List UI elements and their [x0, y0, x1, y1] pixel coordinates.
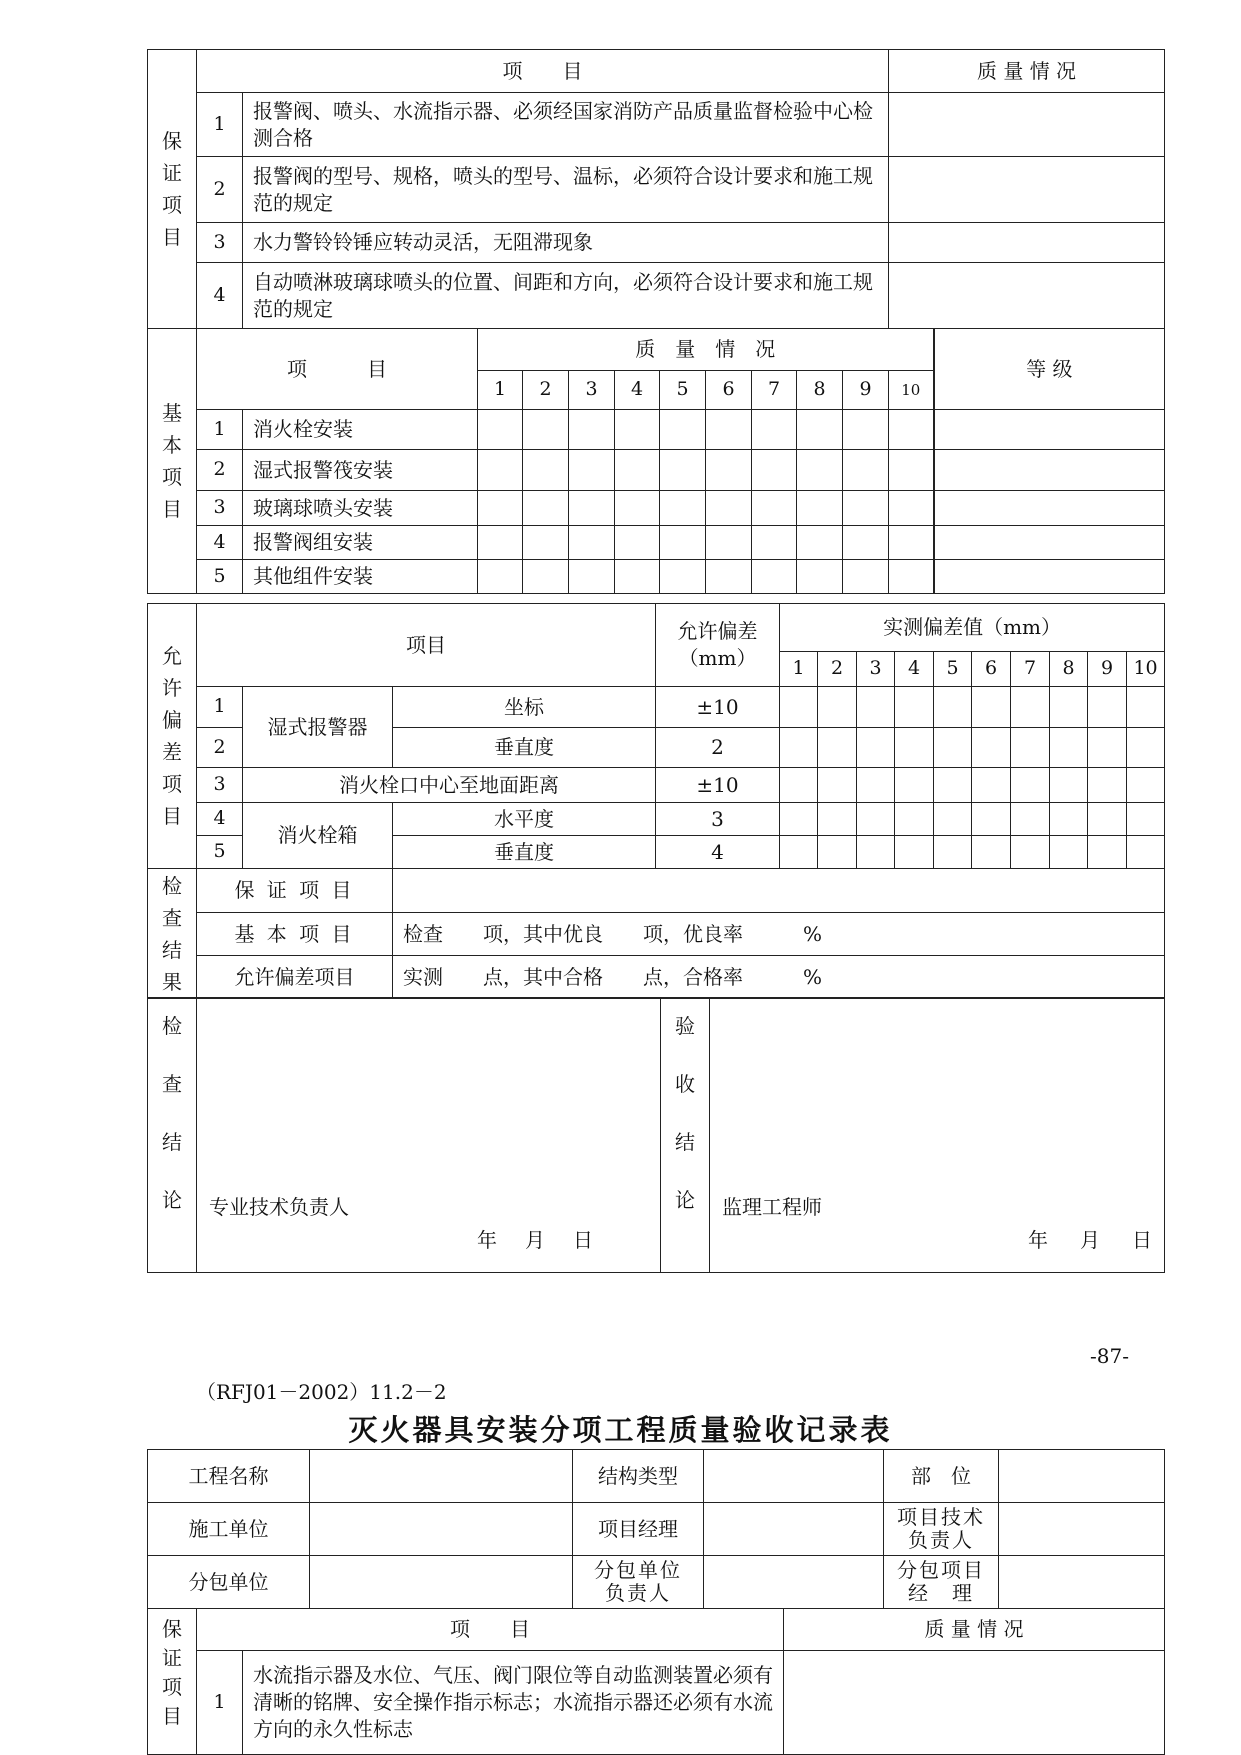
deviation-col-header: 7	[1011, 652, 1050, 687]
deviation-cell[interactable]	[780, 836, 818, 869]
basic-cell[interactable]	[615, 410, 660, 450]
guarantee-header-item: 项 目	[197, 50, 889, 93]
basic-row-text: 报警阀组安装	[243, 526, 478, 560]
deviation-group-label: 消火栓箱	[243, 803, 393, 869]
deviation-cell[interactable]	[818, 687, 857, 728]
deviation-cell[interactable]	[934, 687, 972, 728]
basic-cell[interactable]	[660, 410, 706, 450]
basic-cell[interactable]	[706, 526, 752, 560]
basic-cell[interactable]	[797, 450, 843, 491]
project-manager-label: 项目经理	[573, 1503, 704, 1556]
basic-row-no: 1	[197, 410, 243, 450]
deviation-col-header: 10	[1127, 652, 1165, 687]
contractor-field[interactable]	[310, 1503, 573, 1556]
basic-cell[interactable]	[569, 560, 615, 594]
guarantee2-header-item: 项 目	[197, 1609, 784, 1651]
deviation-row-sub: 垂直度	[393, 836, 656, 869]
sub-lead-label: 分包单位 负责人	[573, 1556, 704, 1609]
deviation-cell[interactable]	[1088, 836, 1127, 869]
guarantee2-header-quality: 质 量 情 况	[784, 1609, 1165, 1651]
deviation-row-sub: 垂直度	[393, 728, 656, 768]
basic-cell[interactable]	[889, 526, 934, 560]
page-number: -87-	[1090, 1344, 1129, 1368]
contractor-label: 施工单位	[148, 1503, 310, 1556]
deviation-row-allow: 3	[656, 803, 780, 836]
deviation-section-label: 允 许 偏 差 项 目	[148, 604, 197, 869]
deviation-col-header: 9	[1088, 652, 1127, 687]
deviation-cell[interactable]	[934, 728, 972, 768]
guarantee2-row-quality-cell[interactable]	[784, 1651, 1165, 1755]
sub-manager-label: 分包项目 经 理	[884, 1556, 999, 1609]
deviation-header-allow: 允许偏差 （mm）	[656, 604, 780, 687]
basic-cell[interactable]	[615, 491, 660, 526]
basic-col-header: 9	[843, 371, 889, 410]
basic-cell[interactable]	[523, 410, 569, 450]
structure-type-label: 结构类型	[573, 1450, 704, 1503]
basic-cell[interactable]	[478, 410, 523, 450]
deviation-cell[interactable]	[972, 728, 1011, 768]
deviation-row-allow: 4	[656, 836, 780, 869]
check-conclusion-area[interactable]	[197, 998, 661, 1273]
deviation-cell[interactable]	[857, 728, 895, 768]
guarantee-header-quality: 质 量 情 况	[889, 50, 1165, 93]
basic-grade-cell[interactable]	[934, 450, 1165, 491]
deviation-col-header: 8	[1050, 652, 1088, 687]
deviation-cell[interactable]	[857, 803, 895, 836]
result-section-label: 检 查 结 果	[148, 869, 197, 999]
basic-row-no: 3	[197, 491, 243, 526]
basic-cell[interactable]	[889, 450, 934, 491]
basic-cell[interactable]	[478, 491, 523, 526]
basic-col-header: 4	[615, 371, 660, 410]
project-name-field[interactable]	[310, 1450, 573, 1503]
check-date-label: 年 月 日	[477, 1228, 597, 1252]
guarantee-section-label: 保 证 项 目	[148, 50, 197, 329]
acceptance-conclusion-label: 验 收 结 论	[661, 998, 710, 1273]
result-table	[147, 868, 1165, 999]
guarantee-row-text: 报警阀、喷头、水流指示器、必须经国家消防产品质量监督检验中心检测合格	[243, 93, 889, 157]
check-conclusion-label: 检 查 结 论	[148, 998, 197, 1273]
result-row-label: 保 证 项 目	[197, 869, 393, 913]
basic-col-header: 10	[889, 371, 934, 410]
deviation-cell[interactable]	[1011, 687, 1050, 728]
deviation-cell[interactable]	[818, 768, 857, 803]
conclusion-table	[147, 997, 1165, 1273]
deviation-cell[interactable]	[934, 768, 972, 803]
sub-lead-field[interactable]	[704, 1556, 884, 1609]
deviation-cell[interactable]	[1011, 836, 1050, 869]
deviation-group-label: 湿式报警器	[243, 687, 393, 768]
deviation-cell[interactable]	[1127, 768, 1165, 803]
deviation-row-no: 4	[197, 803, 243, 836]
deviation-cell[interactable]	[1127, 687, 1165, 728]
basic-section-label: 基 本 项 目	[148, 329, 197, 594]
deviation-row-no: 3	[197, 768, 243, 803]
basic-col-header: 7	[752, 371, 797, 410]
tech-lead-field[interactable]	[999, 1503, 1165, 1556]
deviation-cell[interactable]	[1011, 728, 1050, 768]
deviation-cell[interactable]	[972, 803, 1011, 836]
deviation-cell[interactable]	[895, 687, 934, 728]
basic-cell[interactable]	[569, 526, 615, 560]
deviation-cell[interactable]	[1088, 687, 1127, 728]
deviation-col-header: 6	[972, 652, 1011, 687]
basic-cell[interactable]	[615, 450, 660, 491]
basic-cell[interactable]	[889, 560, 934, 594]
basic-header-item: 项 目	[197, 329, 478, 410]
basic-cell[interactable]	[660, 560, 706, 594]
basic-col-header: 1	[478, 371, 523, 410]
deviation-cell[interactable]	[972, 768, 1011, 803]
deviation-cell[interactable]	[895, 836, 934, 869]
basic-cell[interactable]	[478, 526, 523, 560]
basic-cell[interactable]	[706, 410, 752, 450]
basic-cell[interactable]	[660, 491, 706, 526]
supervisor-signer-label: 监理工程师	[722, 1195, 822, 1219]
basic-cell[interactable]	[843, 526, 889, 560]
guarantee-row-text: 自动喷淋玻璃球喷头的位置、间距和方向，必须符合设计要求和施工规范的规定	[243, 263, 889, 329]
basic-cell[interactable]	[797, 560, 843, 594]
basic-cell[interactable]	[752, 560, 797, 594]
basic-cell[interactable]	[843, 491, 889, 526]
basic-cell[interactable]	[569, 450, 615, 491]
deviation-col-header: 3	[857, 652, 895, 687]
deviation-cell[interactable]	[1050, 803, 1088, 836]
guarantee-row-quality-cell[interactable]	[889, 223, 1165, 263]
basic-cell[interactable]	[706, 450, 752, 491]
guarantee2-section-label: 保 证 项 目	[148, 1609, 197, 1755]
basic-grade-cell[interactable]	[934, 526, 1165, 560]
deviation-cell[interactable]	[780, 768, 818, 803]
basic-row-text: 消火栓安装	[243, 410, 478, 450]
deviation-cell[interactable]	[1050, 687, 1088, 728]
basic-col-header: 8	[797, 371, 843, 410]
basic-col-header: 2	[523, 371, 569, 410]
deviation-row-sub: 坐标	[393, 687, 656, 728]
sub-manager-field[interactable]	[999, 1556, 1165, 1609]
result-row-value[interactable]	[393, 869, 1165, 913]
deviation-cell[interactable]	[780, 687, 818, 728]
guarantee-row-no: 1	[197, 93, 243, 157]
basic-cell[interactable]	[615, 526, 660, 560]
deviation-cell[interactable]	[972, 836, 1011, 869]
deviation-cell[interactable]	[934, 836, 972, 869]
basic-row-text: 湿式报警筏安装	[243, 450, 478, 491]
check-signer-label: 专业技术负责人	[209, 1195, 349, 1219]
inspection-table-top	[147, 49, 1165, 594]
extinguisher-record-table	[147, 1449, 1165, 1609]
basic-cell[interactable]	[523, 526, 569, 560]
basic-cell[interactable]	[660, 526, 706, 560]
guarantee-row-quality-cell[interactable]	[889, 263, 1165, 329]
basic-cell[interactable]	[797, 491, 843, 526]
acceptance-conclusion-area[interactable]	[710, 998, 1165, 1273]
deviation-col-header: 1	[780, 652, 818, 687]
basic-cell[interactable]	[752, 410, 797, 450]
basic-cell[interactable]	[523, 491, 569, 526]
project-name-label: 工程名称	[148, 1450, 310, 1503]
basic-cell[interactable]	[706, 491, 752, 526]
guarantee-row-no: 3	[197, 223, 243, 263]
basic-cell[interactable]	[843, 410, 889, 450]
basic-cell[interactable]	[615, 560, 660, 594]
basic-cell[interactable]	[889, 491, 934, 526]
basic-grade-cell[interactable]	[934, 491, 1165, 526]
deviation-cell[interactable]	[780, 803, 818, 836]
extinguisher-guarantee-table	[147, 1608, 1165, 1755]
result-row-value[interactable]: 实测 点，其中合格 点，合格率 %	[393, 956, 1165, 999]
deviation-cell[interactable]	[934, 803, 972, 836]
basic-cell[interactable]	[797, 526, 843, 560]
deviation-cell[interactable]	[818, 803, 857, 836]
guarantee-row-text: 报警阀的型号、规格，喷头的型号、温标，必须符合设计要求和施工规范的规定	[243, 157, 889, 223]
basic-row-no: 5	[197, 560, 243, 594]
part-field[interactable]	[999, 1450, 1165, 1503]
basic-cell[interactable]	[706, 560, 752, 594]
part-label: 部 位	[884, 1450, 999, 1503]
guarantee-row-no: 2	[197, 157, 243, 223]
deviation-cell[interactable]	[1050, 836, 1088, 869]
deviation-cell[interactable]	[1011, 803, 1050, 836]
basic-col-header: 3	[569, 371, 615, 410]
basic-cell[interactable]	[478, 450, 523, 491]
deviation-header-item: 项目	[197, 604, 656, 687]
document-code: （RFJ01－2002）11.2－2	[196, 1380, 447, 1404]
basic-row-text: 玻璃球喷头安装	[243, 491, 478, 526]
deviation-row-allow: 2	[656, 728, 780, 768]
deviation-row-sub: 消火栓口中心至地面距离	[243, 768, 656, 803]
deviation-cell[interactable]	[857, 768, 895, 803]
basic-cell[interactable]	[752, 526, 797, 560]
deviation-cell[interactable]	[972, 687, 1011, 728]
basic-cell[interactable]	[752, 450, 797, 491]
deviation-row-allow: ±10	[656, 687, 780, 728]
guarantee-row-no: 4	[197, 263, 243, 329]
deviation-table	[147, 603, 1165, 869]
basic-header-quality: 质 量 情 况	[478, 329, 934, 371]
subcontractor-field[interactable]	[310, 1556, 573, 1609]
tech-lead-label: 项目技术 负责人	[884, 1503, 999, 1556]
guarantee2-row-no: 1	[197, 1651, 243, 1755]
result-row-label: 允许偏差项目	[197, 956, 393, 999]
deviation-cell[interactable]	[857, 836, 895, 869]
deviation-cell[interactable]	[895, 728, 934, 768]
deviation-cell[interactable]	[895, 803, 934, 836]
deviation-cell[interactable]	[1050, 768, 1088, 803]
deviation-row-no: 2	[197, 728, 243, 768]
deviation-cell[interactable]	[1127, 728, 1165, 768]
basic-cell[interactable]	[843, 450, 889, 491]
basic-row-text: 其他组件安装	[243, 560, 478, 594]
basic-row-no: 2	[197, 450, 243, 491]
basic-grade-cell[interactable]	[934, 410, 1165, 450]
deviation-cell[interactable]	[818, 836, 857, 869]
deviation-cell[interactable]	[895, 768, 934, 803]
basic-grade-cell[interactable]	[934, 560, 1165, 594]
form-title: 灭火器具安装分项工程质量验收记录表	[348, 1413, 893, 1447]
basic-col-header: 6	[706, 371, 752, 410]
deviation-cell[interactable]	[857, 687, 895, 728]
subcontractor-label: 分包单位	[148, 1556, 310, 1609]
basic-cell[interactable]	[569, 491, 615, 526]
structure-type-field[interactable]	[704, 1450, 884, 1503]
basic-cell[interactable]	[752, 491, 797, 526]
acceptance-date-label: 年 月 日	[1028, 1228, 1158, 1252]
basic-header-grade: 等 级	[934, 329, 1165, 410]
basic-cell[interactable]	[843, 560, 889, 594]
deviation-header-measured: 实测偏差值（mm）	[780, 604, 1165, 652]
guarantee-row-text: 水力警铃铃锤应转动灵活，无阻滞现象	[243, 223, 889, 263]
deviation-col-header: 4	[895, 652, 934, 687]
guarantee-row-quality-cell[interactable]	[889, 157, 1165, 223]
deviation-row-no: 1	[197, 687, 243, 728]
deviation-cell[interactable]	[1050, 728, 1088, 768]
basic-row-no: 4	[197, 526, 243, 560]
basic-cell[interactable]	[889, 410, 934, 450]
deviation-row-no: 5	[197, 836, 243, 869]
deviation-row-allow: ±10	[656, 768, 780, 803]
deviation-cell[interactable]	[1011, 768, 1050, 803]
basic-cell[interactable]	[569, 410, 615, 450]
basic-cell[interactable]	[660, 450, 706, 491]
deviation-cell[interactable]	[780, 728, 818, 768]
guarantee-row-quality-cell[interactable]	[889, 93, 1165, 157]
deviation-col-header: 2	[818, 652, 857, 687]
guarantee2-row-text: 水流指示器及水位、气压、阀门限位等自动监测装置必须有清晰的铭牌、安全操作指示标志；水流指示器还必须有水流方向的永久性标志	[243, 1651, 784, 1755]
basic-cell[interactable]	[523, 560, 569, 594]
basic-cell[interactable]	[523, 450, 569, 491]
basic-col-header: 5	[660, 371, 706, 410]
deviation-cell[interactable]	[1088, 728, 1127, 768]
deviation-cell[interactable]	[818, 728, 857, 768]
deviation-cell[interactable]	[1088, 768, 1127, 803]
result-row-value[interactable]: 检查 项，其中优良 项，优良率 %	[393, 913, 1165, 956]
result-row-label: 基 本 项 目	[197, 913, 393, 956]
deviation-row-sub: 水平度	[393, 803, 656, 836]
basic-cell[interactable]	[478, 560, 523, 594]
deviation-col-header: 5	[934, 652, 972, 687]
deviation-cell[interactable]	[1127, 803, 1165, 836]
deviation-cell[interactable]	[1088, 803, 1127, 836]
deviation-cell[interactable]	[1127, 836, 1165, 869]
project-manager-field[interactable]	[704, 1503, 884, 1556]
basic-cell[interactable]	[797, 410, 843, 450]
